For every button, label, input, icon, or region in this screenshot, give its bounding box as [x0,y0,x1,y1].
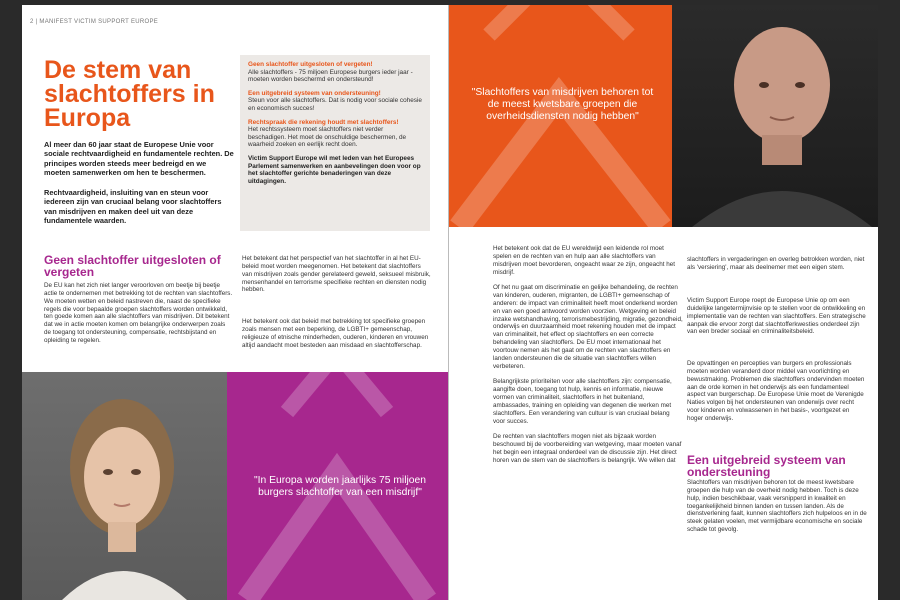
box-heading-1: Geen slachtoffer uitgesloten of vergeten! [248,61,373,68]
pull-quote: "In Europa worden jaarlijks 75 miljoen burgers slachtoffer van een misdrijf" [254,475,426,498]
box-heading-2: Een uitgebreid systeem van ondersteuning! [248,89,381,97]
body-column-1: Het betekent ook dat de EU wereldwijd een leidende rol moet spelen en de rechten van en hulp aan alle slachtoffers van misdrijven moet bevorderen, ongeacht waar ze zijn, ongeacht het misdrijf. Of het nu gaat om discriminatie en gelijke behandeling, de rechten van kinderen, ouderen, migranten, de LGBTI+ gemeenschap of anderen: de impact van criminaliteit heeft moet onderkend worden en van een goed antwoord worden voorzien. Wetgeving en beleid inzake wetshandhaving, terrorismebestrijding, migratie, gezondheid, onderwijs en duurzaamheid moet rekening houden met de impact van criminaliteit, het effect op slachtoffers en een correcte behandeling van slachtoffers. De EU moet internationaal het voortouw nemen als het gaat om de rechten van slachtoffers en landen ondersteunen die de situatie van slachtoffers willen verbeteren. Belangrijkste prioriteiten voor alle slachtoffers zijn: compensatie, aangifte doen, toegang tot hulp, kennis en informatie, nieuwe vormen van criminaliteit, slachtoffers in het buitenland, ambassades, training en opleiding van degenen die werken met slachtoffers. Een verandering van cultuur is van cruciaal belang voor succes. De rechten van slachtoffers mogen niet als bijzaak worden beschouwd bij de voorbereiding van wetgeving, maar moeten vanaf het begin een integraal onderdeel van de discussie zijn. Het direct horen van de stem van de slachtoffers is belangrijk. We willen dat [493,245,683,464]
box-text-1: Alle slachtoffers - 75 miljoen Europese burgers ieder jaar - moeten worden beschermd en ondersteund! [248,68,413,84]
portrait-man-illustration [672,5,878,227]
portrait-photo-man [672,5,878,227]
body-column-1: De EU kan het zich niet langer veroorloven om beetje bij beetje actie te ondernemen met betrekking tot de rechten van slachtoffers. We moeten wetten en beleid nastreven die, naast de specifieke regels die voor bepaalde groepen slachtoffers worden ontwikkeld, ten goede komen aan alle slachtoffers van misdrijven. Dit betekent dat we in actie moeten komen om belangrijke onderwerpen zoals de toegang tot ondersteuning, compensatie, rechtsbijstand en opleiding te regelen. [44,282,233,344]
right-page [449,5,878,600]
box-text-3: Het rechtssysteem moet slachtoffers niet verder beschadigen. Het moet de onschuldige beschermen, de waarheid zoeken en eerlijk recht doen. [248,126,407,149]
quote-panel-purple [227,372,448,600]
page-title: De stem van slachtoffers in Europa [44,56,215,132]
quote-panel-orange [449,5,672,227]
body-column-2b: Het betekent ook dat beleid met betrekking tot specifieke groepen zoals mensen met een beperking, de LGBTI+ gemeenschap, religieuze of etnische minderheden, ouderen, kinderen en vrouwen altijd aandacht moet besteden aan misdaad en slachtofferschap. [242,318,429,349]
left-page [22,5,448,600]
intro-paragraph: Al meer dan 60 jaar staat de Europese Unie voor sociale rechtvaardigheid en fundamentele rechten. De principes worden steeds meer bedreigd en we moeten samenwerken om hen te beschermen. [44,140,234,177]
key-points-box [240,55,430,231]
portrait-photo-woman [22,372,227,600]
section-title-support: Een uitgebreid systeem van ondersteuning [687,453,846,479]
section-title: Geen slachtoffer uitgesloten of vergeten [44,253,221,279]
box-closing: Victim Support Europe wil met leden van het Europees Parlement samenwerken en aanbevelingen doen voor op het slachtoffer gerichte benaderingen van deze uitdagingen. [248,154,421,185]
body-column-2a: Het betekent dat het perspectief van het slachtoffer in al het EU-beleid moet worden meegenomen. Het betekent dat slachtoffers van misdrijven zoals gender gerelateerd geweld, seksueel misbruik, mensenhandel en terrorisme specifieke rechten en diensten nodig hebben. [242,255,431,294]
portrait-woman-illustration [22,372,227,600]
pull-quote: "Slachtoffers van misdrijven behoren tot de meest kwetsbare groepen die overheidsdiensten nodig hebben" [471,87,654,122]
box-heading-3: Rechtspraak die rekening houdt met slachtoffers! [248,118,399,126]
body-column-2d: Slachtoffers van misdrijven behoren tot de meest kwetsbare groepen die hulp van de overheid nodig hebben. Toch is deze hulp, indien beschikbaar, vaak versnipperd in kwaliteit en toegankelijkheid binnen landen en tussen landen. Als de dienstverlening faalt, kunnen slachtoffers zich hulpeloos en in de steek gelaten voelen, met vermijdbare economische en sociale schade tot gevolg. [687,479,867,534]
body-column-2c: De opvattingen en percepties van burgers en professionals moeten worden veranderd door middel van voorlichting en bewustmaking. Problemen die slachtoffers ondervinden moeten aan de orde komen in het onderwijs als een fundamenteel aspect van burgerschap. De Europese Unie moet de Verenigde Naties volgen bij het ondersteunen van onderwijs over recht voor kinderen en volwassenen in het basis-, voortgezet en hoger onderwijs. [687,360,865,422]
intro-paragraph-2: Rechtvaardigheid, insluiting van en steun voor iedereen zijn van cruciaal belang voor slachtoffers van misdrijven en maken deel uit van deze fundamentele waarden. [44,188,222,225]
body-column-2b: Victim Support Europe roept de Europese Unie op om een duidelijke langetermijnvisie op te stellen voor de ontwikkeling en implementatie van de rechten van slachtoffers. Een strategische aanpak die ervoor zorgt dat slachtofferkwesties onderdeel zijn van een breder sociaal en criminaliteitsbeleid. [687,297,866,336]
body-column-2a: slachtoffers in vergaderingen en overleg betrokken worden, niet als 'versiering', maar als deelnemer met een eigen stem. [687,256,865,271]
box-text-2: Steun voor alle slachtoffers. Dat is nodig voor sociale cohesie en economisch succes! [248,97,422,112]
page-header: 2 | MANIFEST VICTIM SUPPORT EUROPE [30,19,159,25]
